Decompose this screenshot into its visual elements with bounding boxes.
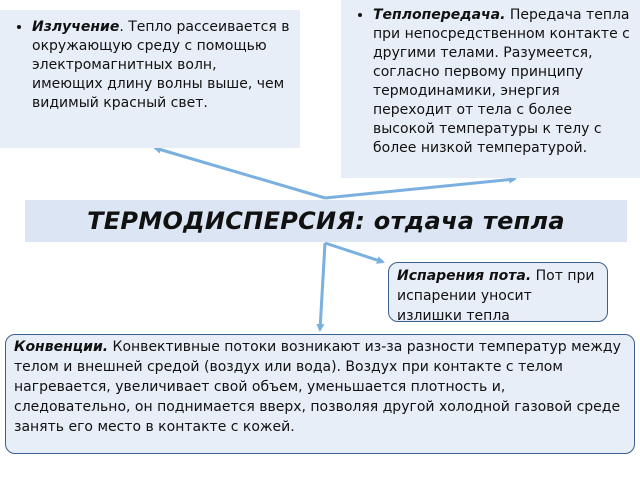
arrow-to-convection [320,243,325,330]
arrow-to-conduction [325,179,515,198]
radiation-term: Излучение [32,19,120,35]
main-title: ТЕРМОДИСПЕРСИЯ: отдача тепла [25,200,627,242]
conduction-box [341,0,640,178]
sweat-term: Испарения пота. [397,268,532,284]
conduction-item [373,6,630,158]
radiation-text: . Тепло рассеивается в окружающую среду с помощью электромагнитных волн, имеющих длину волны выше, чем видимый красный свет. [32,19,290,111]
conduction-term: Теплопередача. [373,7,506,23]
convection-text: Конвективные потоки возникают из-за разности температур между телом и внешней средой (воздух или вода). Воздух при контакте с телом нагревается, увеличивает свой объем, уменьшается плотность и, следовательно, он поднимается вверх, позволяя другой холодной газовой среде занять его место в контакте с кожей. [14,339,621,435]
arrow-to-radiation [155,148,325,198]
arrow-to-sweat [325,243,383,262]
radiation-box [0,10,300,148]
sweat-evaporation-box [388,262,608,322]
radiation-item [32,18,290,113]
conduction-text: Передача тепла при непосредственном контакте с другими телами. Разумеется, согласно первому принципу термодинамики, энергия переходит от тела с более высокой температуры к телу с более низкой температурой. [373,7,630,156]
convection-box [5,334,635,454]
convection-term: Конвенции. [14,339,109,355]
sweat-text: Пот при испарении уносит излишки тепла [397,268,595,324]
